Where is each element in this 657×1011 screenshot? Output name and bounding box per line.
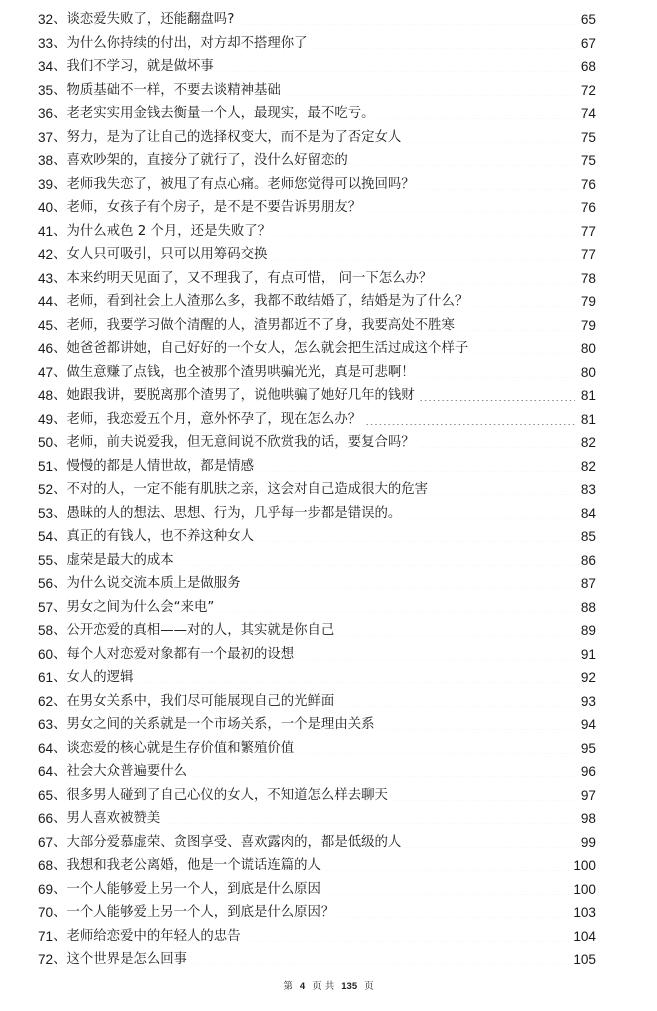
toc-entry-title: 、为什么戒色 2 个月，还是失败了？ (53, 223, 272, 239)
toc-entry-title: 、男女之间为什么会“来电” (53, 599, 215, 615)
toc-entry-number: 72 (38, 952, 54, 967)
toc-entry-number: 58 (38, 623, 54, 638)
dot-leader (164, 823, 575, 824)
toc-entry[interactable] (38, 290, 596, 314)
toc-entry-number: 51 (38, 458, 54, 474)
toc-entry[interactable] (38, 314, 596, 338)
toc-entry[interactable] (38, 502, 596, 526)
toc-entry[interactable] (38, 619, 596, 643)
dot-leader (432, 494, 575, 495)
toc-entry[interactable] (38, 478, 596, 502)
toc-entry-number: 38 (38, 153, 54, 168)
toc-entry[interactable] (38, 32, 596, 56)
dot-leader (392, 800, 575, 801)
toc-entry-number: 48 (38, 388, 54, 403)
toc-entry-page-number: 67 (580, 35, 596, 51)
toc-entry-title: 、男人喜欢被赞美 (53, 811, 161, 826)
toc-entry-title: 、每个人对恋爱对象都有一个最初的设想 (53, 646, 295, 662)
footer-suffix: 页 (364, 981, 374, 992)
toc-entry-page-number: 72 (580, 82, 596, 98)
toc-entry-title: 、喜欢吵架的，直接分了就行了，没什么好留恋的 (53, 153, 348, 168)
toc-entry-page-number: 77 (580, 223, 596, 239)
toc-entry-number: 36 (38, 106, 54, 121)
dot-leader (218, 71, 575, 72)
toc-entry[interactable] (38, 878, 596, 902)
dot-leader (436, 283, 575, 284)
toc-entry-page-number: 74 (580, 106, 596, 121)
toc-entry-title: 、真正的有钱人，也不养这种女人 (53, 529, 254, 544)
toc-entry-title: 、老师，前夫说爱我，但无意间说不欣赏我的话，要复合吗？ (53, 435, 415, 450)
toc-entry-page-number: 81 (580, 411, 596, 427)
toc-entry-number: 44 (38, 294, 54, 309)
toc-entry[interactable] (38, 901, 596, 925)
toc-entry-number: 43 (38, 270, 54, 286)
dot-leader (419, 447, 575, 448)
toc-entry-page-number: 95 (580, 740, 596, 756)
toc-entry-title: 、一个人能够爱上另一个人，到底是什么原因？ (53, 905, 335, 920)
toc-entry-number: 41 (38, 223, 54, 239)
dot-leader (338, 635, 575, 636)
toc-entry-page-number: 100 (573, 881, 596, 897)
toc-entry[interactable] (38, 925, 596, 949)
dot-leader (285, 95, 575, 96)
toc-entry-page-number: 98 (580, 811, 596, 826)
dot-leader (312, 48, 575, 49)
toc-entry-number: 64 (38, 764, 54, 779)
toc-entry-title: 、她爸爸都讲她，自己好好的一个女人，怎么就会把生活过成这个样子 (53, 341, 469, 356)
toc-entry[interactable] (38, 173, 596, 197)
toc-entry-title: 、老师，看到社会上人渣那么多，我都不敢结婚了，结婚是为了什么？ (53, 294, 469, 309)
dot-leader (275, 236, 575, 237)
toc-entry[interactable] (38, 643, 596, 667)
toc-entry-page-number: 80 (580, 364, 596, 380)
toc-entry-page-number: 100 (573, 858, 596, 873)
toc-entry[interactable] (38, 760, 596, 784)
toc-entry-page-number: 87 (580, 576, 596, 591)
page-footer (0, 978, 657, 992)
toc-entry-page-number: 103 (573, 905, 596, 920)
toc-entry[interactable] (38, 737, 596, 761)
dot-leader (191, 776, 575, 777)
toc-entry-number: 47 (38, 364, 54, 380)
toc-entry-number: 57 (38, 599, 54, 615)
dot-leader (238, 24, 575, 25)
toc-entry[interactable] (38, 55, 596, 79)
toc-entry-title: 、不对的人，一定不能有肌肤之亲，这会对自己造成很大的危害 (53, 482, 429, 497)
toc-entry-title: 、老师我失恋了，被甩了有点心痛。老师您觉得可以挽回吗？ (53, 176, 415, 192)
toc-entry-number: 70 (38, 905, 54, 920)
footer-total-pages: 135 (341, 981, 358, 992)
toc-entry[interactable] (38, 267, 596, 291)
toc-entry-title: 、老老实实用金钱去衡量一个人，最现实，最不吃亏。 (53, 106, 375, 121)
dot-leader (258, 471, 575, 472)
footer-current-page: 4 (299, 981, 306, 992)
toc-entry-page-number: 89 (580, 623, 596, 638)
dot-leader (191, 964, 570, 965)
toc-entry-title: 、我们不学习，就是做坏事 (53, 59, 214, 74)
toc-entry-title: 、本来约明天见面了，又不理我了，有点可惜， 问一下怎么办？ (53, 270, 433, 286)
toc-entry-page-number: 82 (580, 458, 596, 474)
dot-leader (419, 189, 575, 190)
toc-entry[interactable] (38, 384, 596, 408)
toc-entry-page-number: 76 (580, 200, 596, 215)
toc-entry-number: 67 (38, 834, 54, 850)
toc-entry-page-number: 92 (580, 670, 596, 685)
toc-entry-number: 33 (38, 35, 54, 51)
toc-entry-title: 、我想和我老公离婚，他是一个谎话连篇的人 (53, 858, 321, 873)
toc-entry-number: 50 (38, 435, 54, 450)
dot-leader (137, 682, 575, 683)
toc-entry-page-number: 84 (580, 505, 596, 521)
dot-leader (405, 142, 575, 143)
toc-entry[interactable] (38, 361, 596, 385)
toc-entry-number: 39 (38, 176, 54, 192)
dot-leader (338, 706, 575, 707)
toc-entry[interactable] (38, 102, 596, 126)
toc-entry-title: 、在男女关系中，我们尽可能展现自己的光鲜面 (53, 693, 335, 709)
toc-entry-title: 、谈恋爱的核心就是生存价值和繁殖价值 (53, 740, 295, 756)
toc-entry-title: 、很多男人碰到了自己心仪的女人，不知道怎么样去聊天 (53, 787, 388, 803)
footer-middle: 页 共 (312, 981, 335, 992)
toc-entry-number: 45 (38, 317, 54, 333)
dot-leader (379, 729, 576, 730)
toc-entry-number: 62 (38, 693, 54, 709)
toc-entry-page-number: 85 (580, 529, 596, 544)
toc-entry-number: 66 (38, 811, 54, 826)
toc-entry[interactable] (38, 690, 596, 714)
toc-entry[interactable] (38, 831, 596, 855)
toc-entry-page-number: 86 (580, 552, 596, 568)
dot-leader (271, 259, 575, 260)
toc-entry-page-number: 78 (580, 270, 596, 286)
dot-leader (405, 518, 575, 519)
toc-entry[interactable] (38, 149, 596, 173)
toc-entry-page-number: 88 (580, 599, 596, 615)
toc-entry-number: 40 (38, 200, 54, 215)
toc-entry-title: 、一个人能够爱上另一个人，到底是什么原因 (53, 881, 321, 897)
toc-entry[interactable] (38, 807, 596, 831)
toc-entry[interactable] (38, 8, 596, 32)
toc-entry-title: 、男女之间的关系就是一个市场关系，一个是理由关系 (53, 717, 375, 732)
dot-leader (459, 330, 575, 331)
toc-entry-title: 、虚荣是最大的成本 (53, 552, 174, 568)
toc-entry-title: 、物质基础不一样，不要去谈精神基础 (53, 82, 281, 98)
toc-entry[interactable] (38, 455, 596, 479)
toc-entry-number: 65 (38, 787, 54, 803)
toc-entry[interactable] (38, 337, 596, 361)
toc-entry[interactable] (38, 596, 596, 620)
toc-entry-title: 、愚昧的人的想法、思想、行为，几乎每一步都是错误的。 (53, 505, 402, 521)
toc-entry-title: 、女人的逻辑 (53, 670, 134, 685)
toc-entry-page-number: 94 (580, 717, 596, 732)
toc-entry[interactable] (38, 784, 596, 808)
toc-entry-page-number: 79 (580, 317, 596, 333)
toc-entry-number: 32 (38, 12, 54, 27)
toc-entry-page-number: 75 (580, 153, 596, 168)
toc-entry-number: 63 (38, 717, 54, 732)
dot-leader (352, 165, 575, 166)
toc-entry-page-number: 68 (580, 59, 596, 74)
toc-entry-page-number: 80 (580, 341, 596, 356)
toc-entry[interactable] (38, 220, 596, 244)
toc-entry-page-number: 99 (580, 834, 596, 850)
toc-entry-title: 、公开恋爱的真相——对的人，其实就是你自己 (53, 623, 335, 638)
toc-entry-number: 61 (38, 670, 54, 685)
toc-entry[interactable] (38, 713, 596, 737)
toc-entry-number: 37 (38, 129, 54, 145)
toc-entry-number: 71 (38, 928, 54, 944)
toc-entry-number: 55 (38, 552, 54, 568)
toc-entry-page-number: 83 (580, 482, 596, 497)
toc-entry[interactable] (38, 408, 596, 432)
table-of-contents (38, 8, 596, 972)
toc-entry[interactable] (38, 243, 596, 267)
toc-entry-page-number: 82 (580, 435, 596, 450)
toc-entry-title: 、做生意赚了点钱，也全被那个渣男哄骗光光，真是可悲啊！ (53, 364, 415, 380)
toc-entry[interactable] (38, 572, 596, 596)
toc-entry-title: 、老师，我要学习做个清醒的人，渣男都近不了身，我要高处不胜寒 (53, 317, 455, 333)
toc-entry-number: 64 (38, 740, 54, 756)
toc-entry-number: 68 (38, 858, 54, 873)
toc-entry-number: 42 (38, 247, 54, 262)
toc-entry-page-number: 104 (573, 928, 596, 944)
toc-entry-page-number: 97 (580, 787, 596, 803)
dot-leader (245, 941, 571, 942)
dot-leader (325, 870, 570, 871)
dot-leader (419, 377, 575, 378)
dot-leader (472, 353, 575, 354)
toc-entry-page-number: 81 (580, 388, 596, 403)
dot-leader (379, 118, 576, 119)
toc-entry-page-number: 96 (580, 764, 596, 779)
toc-entry[interactable] (38, 666, 596, 690)
dot-leader (258, 541, 575, 542)
dot-leader (298, 753, 575, 754)
toc-entry-title: 、老师给恋爱中的年轻人的忠告 (53, 928, 241, 944)
dot-leader (178, 565, 575, 566)
footer-prefix: 第 (283, 981, 293, 992)
toc-entry-title: 、慢慢的都是人情世故，都是情感 (53, 458, 254, 474)
toc-entry-title: 、老师，女孩子有个房子，是不是不要告诉男朋友？ (53, 200, 362, 215)
toc-entry-title: 、大部分爱慕虚荣、贪图享受、喜欢露肉的，都是低级的人 (53, 834, 402, 850)
toc-entry-title: 、为什么你持续的付出，对方却不搭理你了 (53, 35, 308, 51)
toc-entry-page-number: 76 (580, 176, 596, 192)
toc-entry-page-number: 75 (580, 129, 596, 145)
toc-entry-page-number: 105 (573, 952, 596, 967)
toc-entry-title: 、这个世界是怎么回事 (53, 952, 188, 967)
toc-entry[interactable] (38, 854, 596, 878)
toc-entry[interactable] (38, 126, 596, 150)
dot-leader (245, 588, 575, 589)
toc-entry-number: 52 (38, 482, 54, 497)
toc-entry-number: 60 (38, 646, 54, 662)
toc-entry-title: 、谈恋爱失败了，还能翻盘吗? (53, 12, 235, 27)
dot-leader (365, 424, 575, 425)
toc-entry[interactable] (38, 196, 596, 220)
toc-entry-number: 49 (38, 411, 54, 427)
toc-entry-number: 54 (38, 529, 54, 544)
dot-leader (419, 400, 575, 401)
toc-entry-title: 、为什么说交流本质上是做服务 (53, 576, 241, 591)
toc-entry-title: 、老师，我恋爱五个月，意外怀孕了，现在怎么办？ (53, 411, 362, 427)
dot-leader (218, 612, 575, 613)
toc-entry-page-number: 77 (580, 247, 596, 262)
toc-entry[interactable] (38, 431, 596, 455)
toc-entry-title: 、社会大众普遍要什么 (53, 764, 188, 779)
toc-entry-page-number: 79 (580, 294, 596, 309)
dot-leader (338, 917, 570, 918)
dot-leader (405, 847, 575, 848)
toc-entry-number: 56 (38, 576, 54, 591)
toc-entry-page-number: 93 (580, 693, 596, 709)
toc-entry-number: 34 (38, 59, 54, 74)
toc-entry[interactable] (38, 948, 596, 972)
toc-entry[interactable] (38, 549, 596, 573)
toc-entry-number: 69 (38, 881, 54, 897)
toc-entry-title: 、她跟我讲，要脱离那个渣男了，说他哄骗了她好几年的钱财 (53, 388, 415, 403)
toc-entry[interactable] (38, 79, 596, 103)
toc-entry-page-number: 65 (580, 12, 596, 27)
toc-entry[interactable] (38, 525, 596, 549)
dot-leader (325, 894, 570, 895)
toc-entry-number: 53 (38, 505, 54, 521)
toc-entry-page-number: 91 (580, 646, 596, 662)
toc-entry-number: 35 (38, 82, 54, 98)
dot-leader (365, 212, 575, 213)
toc-entry-title: 、女人只可吸引，只可以用筹码交换 (53, 247, 268, 262)
dot-leader (472, 306, 575, 307)
dot-leader (298, 659, 575, 660)
toc-entry-number: 46 (38, 341, 54, 356)
toc-entry-title: 、努力，是为了让自己的选择权变大，而不是为了否定女人 (53, 129, 402, 145)
